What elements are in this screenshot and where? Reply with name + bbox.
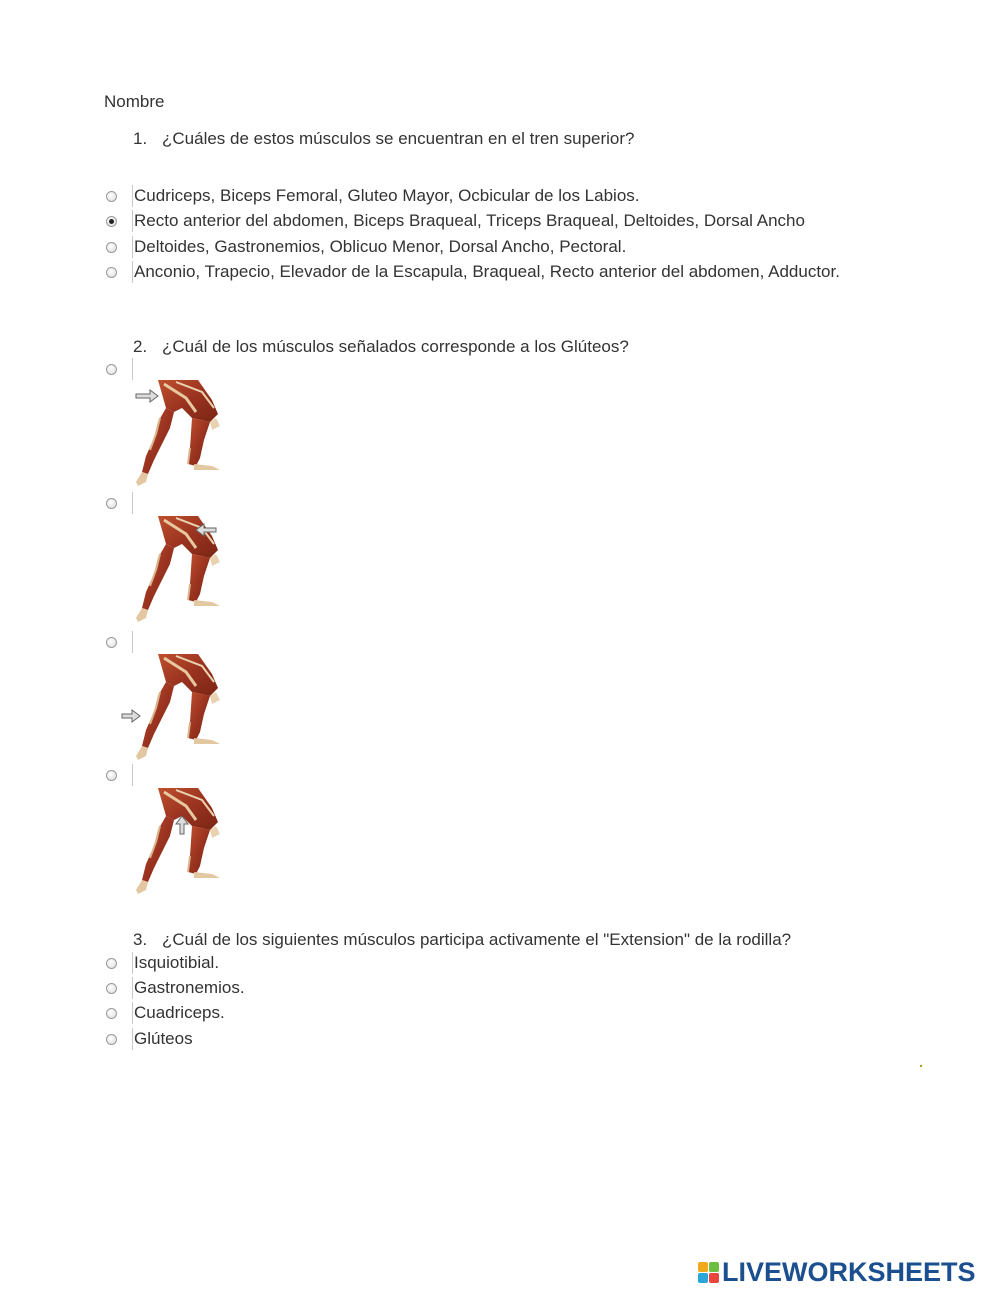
- q2-option-2[interactable]: [106, 492, 134, 514]
- option-label: Cuadriceps.: [134, 1003, 225, 1022]
- q1-option-2[interactable]: [106, 210, 805, 232]
- divider: [132, 261, 133, 283]
- logo-square: [698, 1262, 708, 1272]
- q1-option-1[interactable]: [106, 185, 640, 207]
- option-label: Cudriceps, Biceps Femoral, Gluteo Mayor, Ocbicular de los Labios.: [134, 186, 640, 205]
- q1-option-4[interactable]: [106, 261, 840, 283]
- option-label: Isquiotibial.: [134, 953, 220, 972]
- divider: [132, 977, 133, 999]
- question-text: ¿Cuáles de estos músculos se encuentran en el tren superior?: [162, 129, 635, 148]
- q3-option-4[interactable]: [106, 1028, 193, 1050]
- q2-option-4[interactable]: [106, 764, 134, 786]
- option-label: Recto anterior del abdomen, Biceps Braqueal, Triceps Braqueal, Deltoides, Dorsal Ancho: [134, 211, 805, 230]
- divider: [132, 358, 133, 380]
- radio-button[interactable]: [106, 267, 117, 278]
- q3-option-1[interactable]: [106, 952, 219, 974]
- divider: [132, 1028, 133, 1050]
- leg-muscles-arrow-calf-image: [120, 652, 220, 762]
- radio-button-selected[interactable]: [106, 216, 117, 227]
- option-label: Deltoides, Gastronemios, Oblicuo Menor, Dorsal Ancho, Pectoral.: [134, 237, 627, 256]
- divider: [132, 236, 133, 258]
- question-number: 3.: [133, 930, 148, 949]
- radio-button[interactable]: [106, 191, 117, 202]
- question-number: 1.: [133, 129, 148, 148]
- divider: [132, 764, 133, 786]
- divider: [132, 210, 133, 232]
- logo-text: LIVEWORKSHEETS: [722, 1257, 976, 1287]
- question-number: 2.: [133, 337, 148, 356]
- option-label: Glúteos: [134, 1029, 193, 1048]
- divider: [132, 952, 133, 974]
- leg-muscles-arrow-hamstring-image: [120, 786, 220, 896]
- divider: [132, 631, 133, 653]
- radio-button[interactable]: [106, 637, 117, 648]
- radio-button[interactable]: [106, 770, 117, 781]
- question-3: [133, 930, 791, 950]
- q1-option-3[interactable]: [106, 236, 626, 258]
- leg-muscles-arrow-knee-front-image: [120, 514, 220, 624]
- divider: [132, 1002, 133, 1024]
- logo-square: [709, 1262, 719, 1272]
- logo-square: [698, 1273, 708, 1283]
- q3-option-3[interactable]: [106, 1002, 225, 1024]
- option-label: Gastronemios.: [134, 978, 245, 997]
- question-text: ¿Cuál de los siguientes músculos participa activamente el "Extension" de la rodilla?: [162, 930, 792, 949]
- radio-button[interactable]: [106, 498, 117, 509]
- radio-button[interactable]: [106, 242, 117, 253]
- stray-dot: [920, 1065, 922, 1067]
- logo-square: [709, 1273, 719, 1283]
- q2-option-3[interactable]: [106, 631, 134, 653]
- liveworksheets-logo-icon: [698, 1262, 719, 1283]
- divider: [132, 185, 133, 207]
- question-text: ¿Cuál de los músculos señalados corresponde a los Glúteos?: [162, 337, 629, 356]
- name-label: Nombre: [104, 92, 165, 111]
- option-label: Anconio, Trapecio, Elevador de la Escapula, Braqueal, Recto anterior del abdomen, Adductor.: [134, 262, 840, 281]
- radio-button[interactable]: [106, 1008, 117, 1019]
- arrow-icon: [136, 390, 158, 402]
- q3-option-2[interactable]: [106, 977, 245, 999]
- divider: [132, 492, 133, 514]
- radio-button[interactable]: [106, 983, 117, 994]
- arrow-icon: [122, 710, 140, 722]
- question-1: [133, 129, 634, 149]
- radio-button[interactable]: [106, 1034, 117, 1045]
- radio-button[interactable]: [106, 364, 117, 375]
- question-2: [133, 337, 629, 357]
- q2-option-1[interactable]: [106, 358, 134, 380]
- leg-muscles-arrow-gluteus-image: [120, 378, 220, 488]
- radio-button[interactable]: [106, 958, 117, 969]
- liveworksheets-logo: [698, 1257, 976, 1288]
